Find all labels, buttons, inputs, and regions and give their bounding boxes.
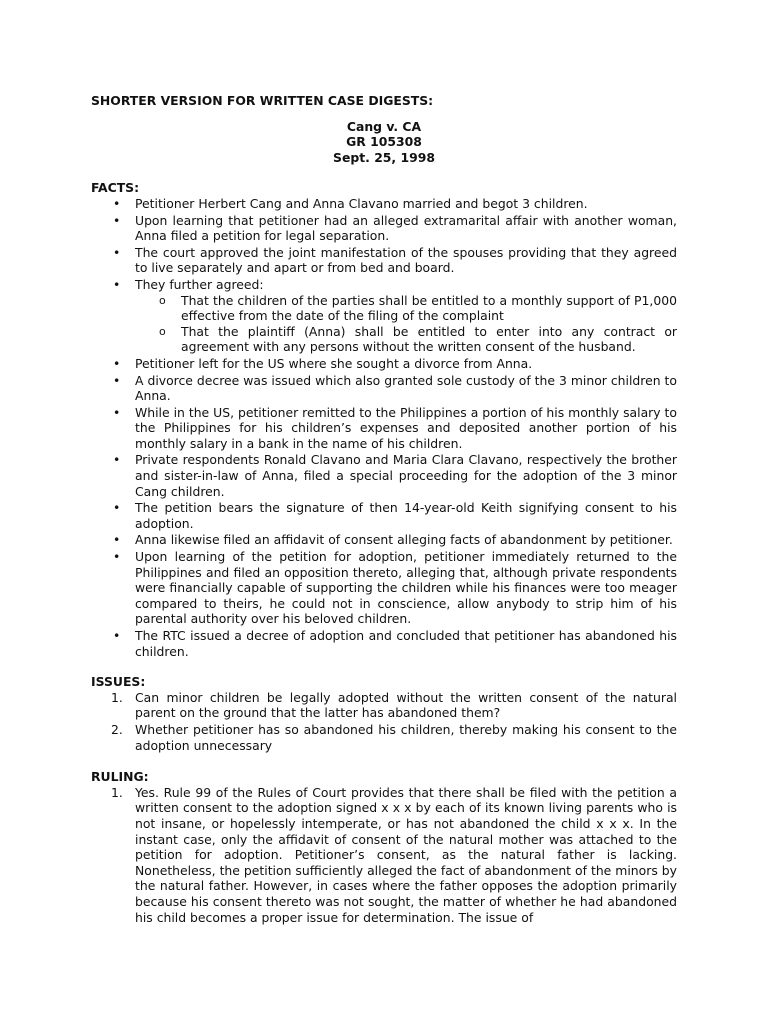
case-gr-number: GR 105308 [346, 134, 422, 150]
facts-section [91, 180, 677, 659]
facts-item-text: The RTC issued a decree of adoption and concluded that petitioner has abandoned his children. [135, 628, 677, 659]
bullet-icon: • [113, 372, 121, 388]
facts-item [91, 245, 677, 276]
facts-item-text: Upon learning of the petition for adoption, petitioner immediately returned to the Philippines and filed an opposition thereto, alleging that, although private respondents were financially capable of supporting the children while his finances were too meager compared to theirs, he could not in conscience, allow anybody to strip him of his parental authority over his beloved children. [135, 549, 677, 627]
bullet-icon: • [113, 500, 121, 516]
bullet-icon: • [113, 355, 121, 371]
facts-item [91, 452, 677, 499]
facts-item-text: A divorce decree was issued which also granted sole custody of the 3 minor children to Anna. [135, 372, 677, 404]
facts-item [91, 532, 677, 548]
section-spacer [91, 660, 677, 674]
facts-item-text: They further agreed: [135, 276, 264, 292]
facts-item [91, 213, 677, 244]
facts-sub-item [135, 293, 677, 324]
facts-item-text: Private respondents Ronald Clavano and Maria Clara Clavano, respectively the brother and sister-in-law of Anna, filed a special proceeding for the adoption of the 3 minor Cang children. [135, 452, 677, 499]
ruling-item [91, 785, 677, 925]
ruling-list [91, 785, 677, 925]
facts-item-text: Petitioner left for the US where she sought a divorce from Anna. [135, 355, 533, 371]
item-number: 1. [111, 784, 123, 800]
ruling-heading: RULING: [91, 769, 149, 785]
ruling-section [91, 769, 677, 925]
facts-item-text: Petitioner Herbert Cang and Anna Clavano married and begot 3 children. [135, 195, 588, 211]
sub-bullet-icon: o [159, 293, 166, 307]
facts-item [91, 356, 677, 372]
facts-item [91, 549, 677, 627]
issues-section [91, 674, 677, 753]
facts-item-text: Anna likewise filed an affidavit of consent alleging facts of abandonment by petitioner. [135, 532, 673, 548]
bullet-icon: • [113, 244, 121, 260]
facts-heading: FACTS: [91, 180, 140, 196]
facts-item [91, 405, 677, 452]
facts-item [91, 628, 677, 659]
facts-item-text: While in the US, petitioner remitted to the Philippines a portion of his monthly salary to the Philippines for his children’s expenses and deposited another portion of his monthly salary in a bank in the name of his children. [135, 404, 677, 451]
issues-item [91, 690, 677, 721]
facts-item [91, 196, 677, 212]
issues-heading: ISSUES: [91, 674, 146, 690]
document-page [91, 93, 677, 926]
issues-item-text: Whether petitioner has so abandoned his children, thereby making his consent to the adoption unnecessary [135, 721, 677, 753]
bullet-icon: • [113, 212, 121, 228]
facts-item-text: The petition bears the signature of then 14-year-old Keith signifying consent to his adoption. [135, 500, 677, 531]
sub-bullet-icon: o [159, 324, 166, 338]
bullet-icon: • [113, 452, 121, 468]
bullet-icon: • [113, 532, 121, 548]
issues-list [91, 690, 677, 753]
facts-sub-list [135, 293, 677, 355]
document-title: SHORTER VERSION FOR WRITTEN CASE DIGESTS: [91, 93, 434, 108]
facts-sub-item [135, 324, 677, 355]
facts-item-text: Upon learning that petitioner had an alleged extramarital affair with another woman, Anna filed a petition for legal separation. [135, 212, 677, 244]
case-date: Sept. 25, 1998 [333, 149, 435, 165]
facts-item [91, 500, 677, 531]
bullet-icon: • [113, 276, 121, 292]
issues-item [91, 722, 677, 753]
facts-item [91, 277, 677, 355]
bullet-icon: • [113, 195, 121, 211]
facts-sub-item-text: That the plaintiff (Anna) shall be entitled to enter into any contract or agreement with any persons without the written consent of the husband. [181, 323, 677, 355]
bullet-icon: • [113, 628, 121, 643]
bullet-icon: • [113, 404, 121, 420]
ruling-item-text: Yes. Rule 99 of the Rules of Court provides that there shall be filed with the petition a written consent to the adoption signed x x x by each of its known living parents who is not insane, or hopelessly intemperate, or has not abandoned the child x x x. In the instant case, only the affidavit of consent of the natural mother was attached to the petition for adoption. Petitioner’s consent, as the natural father is lacking. Nonetheless, the petition sufficiently alleged the fact of abandonment of the minors by the natural father. However, in cases where the father opposes the adoption primarily because his consent thereto was not sought, the matter of whether he had abandoned his child becomes a proper issue for determination. The issue of [135, 784, 677, 925]
item-number: 2. [111, 721, 123, 737]
facts-list [91, 196, 677, 659]
bullet-icon: • [113, 549, 121, 565]
facts-sub-item-text: That the children of the parties shall be entitled to a monthly support of P1,000 effective from the date of the filing of the complaint [181, 292, 677, 324]
section-spacer [91, 754, 677, 769]
case-header [91, 119, 677, 166]
issues-item-text: Can minor children be legally adopted without the written consent of the natural parent on the ground that the latter has abandoned them? [135, 689, 677, 721]
case-name: Cang v. CA [346, 118, 422, 134]
facts-item-text: The court approved the joint manifestation of the spouses providing that they agreed to live separately and apart or from bed and board. [135, 244, 677, 276]
item-number: 1. [111, 689, 123, 705]
facts-item [91, 373, 677, 404]
